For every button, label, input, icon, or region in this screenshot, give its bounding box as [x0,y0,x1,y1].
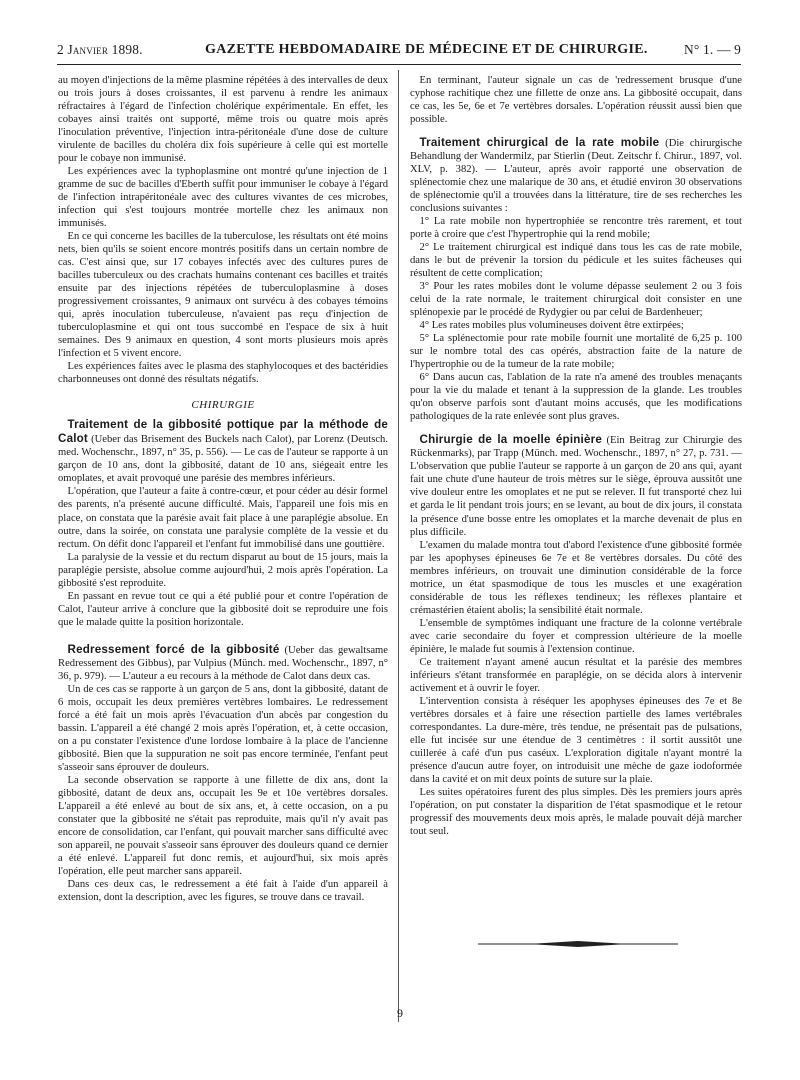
paragraph: L'opération, que l'auteur a faite à contre-cœur, et pour céder au désir formel des parents, n'a présenté aucune difficulté. Mais, l'appareil une fois mis en place, on constata que la parésie avait fait place à une paraplégie absolue. En outre, dans la soirée, on constata une paralysie complète de la vessie et du rectum. On défit donc l'appareil et l'enfant fut immobilisé dans une gouttière. [58,486,388,550]
conclusion-item: 6° Dans aucun cas, l'ablation de la rate n'a amené des troubles menaçants pour la vie du malade et tenant à la suppression de la glande. Les troubles qu'on observe parfois sont d'autant moins accusés, que les modifications pathologiques de la rate enlevée sont plus graves. [410,372,742,423]
column-divider [398,70,399,1022]
article-rate-mobile [410,136,742,423]
conclusion-item: 3° Pour les rates mobiles dont le volume dépasse seulement 2 ou 3 fois celui de la rate normale, le traitement chirurgical doit consister en une splénopexie par le procédé de Rydygier ou par celui de Bardenheuer; [410,281,742,319]
right-column [410,74,742,838]
paragraph: Un de ces cas se rapporte à un garçon de 5 ans, dont la gibbosité, datant de 6 mois, occupait les deux premières vertèbres lombaires. Le redressement forcé a été fait un mois après l'évacuation d'un abcès par congestion du bassin. L'appareil a été changé 2 mois après l'opération, et, à cette occasion, on a pu constater l'existence d'une lordose lombaire à la place de l'ancienne gibbosité. Bien que la suppuration ne soit pas encore terminée, l'enfant peut s'asseoir sans éprouver de douleurs. [58,683,388,773]
conclusion-item: 2° Le traitement chirurgical est indiqué dans tous les cas de rate mobile, dans le but de prévenir la torsion du pédicule et les suites fâcheuses qui résultent de cette complication; [410,242,742,280]
conclusion-item: 4° Les rates mobiles plus volumineuses doivent être extirpées; [419,320,684,332]
paragraph: L'intervention consista à réséquer les apophyses épineuses des 7e et 8e vertèbres dorsales et à faire une résection partielle des lames vertébrales correspondantes. La dure-mère, très tendue, ne présentait pas de pulsations, elle fut incisée sur une étendue de 3 centimètres : il sortit aussitôt une cuillerée à café d'un pus caséux. L'exploration digitale n'ayant montré la présence d'aucun autre foyer, on introduisit une mèche de gaze iodoformée dans la cavité et on mit deux points de suture sur la plaie. [410,695,742,785]
paragraph: Les suites opératoires furent des plus simples. Dès les premiers jours après l'opération, on put constater la disparition de l'état spasmodique et le retour progressif des mouvements deux mois après, le malade pouvait déjà marcher tout seul. [410,786,742,837]
paragraph: Dans ces deux cas, le redressement a été fait à l'aide d'un appareil à extension, dont la description, avec les figures, se trouve dans ce travail. [58,878,388,903]
paragraph: au moyen d'injections de la même plasmine répétées à des intervalles de deux ou trois jours à doses croissantes, il est parvenu à rendre les animaux réfractaires à l'égard de l'infection cholérique expérimentale. En effet, les cobayes ainsi traités ont supporté, même trois ou quatre mois après l'inoculation préventive, l'injection intra-péritonéale d'une dose de culture virulente de bacilles du choléra dix fois supérieure à celle qui est mortelle pour le cobaye non immunisé. [58,75,388,165]
article-title: Traitement de la gibbosité pottique par la méthode de Calot [58,418,388,446]
article-intro: (Ueber das Brisement des Buckels nach Calot), par Lorenz (Deutsch. med. Wochenschr., 1897, n° 35, p. 556). — Le cas de l'auteur se rapporte à un garçon de 10 ans, dont la gibbosité, datant de 10 ans, siégeait entre les omoplates, et avait provoqué une parésie des membres inférieurs. [58,434,388,485]
article-intro: (Die chirurgische Behandlung der Wandermilz, par Stierlin (Deut. Zeitschr f. Chirur., 1897, vol. XLV, p. 382). — L'auteur, après avoir rapporté une observation de splénectomie chez une malarique de 30 ans, et étudié environ 30 observations de splénectomie qu'il a trouvées dans la littérature, tire de ses recherches les conclusions suivantes : [410,138,742,215]
article-intro: (Ueber das gewaltsame Redressement des Gibbus), par Vulpius (Münch. med. Wochenschr., 1897, n° 36, p. 979). — L'auteur a eu recours à la méthode de Calot dans deux cas. [58,644,389,682]
article-title: Traitement chirurgical de la rate mobile [419,136,660,150]
paragraph: La seconde observation se rapporte à une fillette de dix ans, dont la gibbosité, datant de deux ans, occupait les 9e et 10e vertèbres dorsales. L'appareil a été enlevé au bout de six ans, et, à cette occasion, on a pu constater que la gibbosité ne s'était pas reproduite, mais qu'il n'y avait pas encore de consolidation, car l'enfant, qui pouvait marcher sans difficulté avec son appareil, ne pouvait s'asseoir sans éprouver des douleurs quand ce dernier a été enlevé. L'appareil fut donc remis, et aujourd'hui, six mois après l'opération, elle peut marcher sans appareil. [58,774,388,877]
article-title: Redressement forcé de la gibbosité [67,642,280,656]
paragraph: En passant en revue tout ce qui a été publié pour et contre l'opération de Calot, l'auteur arrive à conclure que la gibbosité doit se reproduire une fois que le malade quitte la position horizontale. [58,590,388,628]
spacer [410,423,742,433]
page-number: 9 [397,1006,403,1020]
running-head [57,42,741,64]
paragraph: En ce qui concerne les bacilles de la tuberculose, les résultats ont été moins nets, bien qu'ils se soient encore montrés positifs dans un certain nombre de cas. C'est ainsi que, sur 17 cobayes infectés avec des cultures pures de bacilles tuberculeux ou des crachats humains contenant ces bacilles et traités ensuite par des injections répétées de tuberculoplasmine à doses progressivement croissantes, 9 animaux ont survécu à des cobayes témoins qui, après inoculation tuberculeuse, n'avaient pas reçu d'injection de tuberculoplasmine et qui ont tous succombé en l'espace de six à huit semaines. Des 9 animaux en question, 4 sont morts plusieurs mois après l'infection et 5 vivent encore. [58,231,388,360]
end-ornament [478,938,678,950]
issue-number: N° 1. — 9 [684,42,741,57]
journal-title: GAZETTE HEBDOMADAIRE DE MÉDECINE ET DE CHIRURGIE. [205,42,648,57]
paragraph: La paralysie de la vessie et du rectum disparut au bout de 15 jours, mais la paraplégie persiste, absolue comme aujourd'hui, 2 mois après l'opération. La gibbosité s'est reproduite. [58,551,388,589]
article-gibbosite-calot [58,418,388,628]
left-column [58,74,388,904]
paragraph: Les expériences avec la typhoplasmine ont montré qu'une injection de 1 gramme de suc de bacilles d'Eberth suffit pour immuniser le cobaye à l'égard de l'infection intrapéritonéale avec des cultures vivantes de ces microbes, infection qui s'est toujours montrée mortelle chez les animaux non immunisés. [58,166,388,230]
article-intro: (Ein Beitrag zur Chirurgie des Rückenmarks), par Trapp (Münch. med. Wochenschr., 1897, n° 27, p. 731. — L'observation que publie l'auteur se rapporte à un garçon de 20 ans qui, ayant fait une chute d'une hauteur de trois mètres sur le siège, éprouva aussitôt une vive douleur entre les omoplates et ne put se relever. Il fut transporté chez lui et garda le lit pendant trois jours; en se levant, au bout de dix jours, il constata la présence d'une bosse entre les omoplates et la marche devenait de plus en plus difficile. [410,435,742,538]
paragraph: L'ensemble de symptômes indiquant une fracture de la colonne vertébrale avec carie secondaire du foyer et compression ultérieure de la moelle épinière, le malade fut soumis à l'extension continue. [410,617,742,655]
paragraph: Ce traitement n'ayant amené aucun résultat et la parésie des membres inférieurs s'étant transformée en paraplégie, on se décida alors à intervenir activement et à ouvrir le foyer. [410,656,742,694]
paragraph: L'examen du malade montra tout d'abord l'existence d'une gibbosité formée par les apophyses épineuses 6e 7e et 8e vertèbres dorsales. Du côté des membres inférieurs, on trouvait une diminution considérable de la force motrice, un état spasmodique de tous les muscles et une exagération considérable de tous les réflexes tendineux; les réflexes plantaire et crémastérien étaient abolis; la sensibilité était normale. [410,539,742,616]
article-redressement-force [58,643,388,904]
article-title: Chirurgie de la moelle épinière [419,433,602,447]
spacer [58,629,388,643]
conclusion-item: 1° La rate mobile non hypertrophiée se rencontre très rarement, et tout porte à croire que c'est l'hypertrophie qui la rend mobile; [410,216,742,241]
paragraph: En terminant, l'auteur signale un cas de 'redressement brusque d'une cyphose rachitique chez une fillette de onze ans. La gibbosité occupait, dans ce cas, les 5e, 6e et 7e vertèbres dorsales. L'opération réussit aussi bien que possible. [410,75,742,126]
section-heading: CHIRURGIE [191,399,255,412]
header-rule [57,64,741,65]
spacer [410,126,742,136]
paragraph: Les expériences faites avec le plasma des staphylocoques et des bactéridies charbonneuses ont donné des résultats négatifs. [58,361,388,386]
article-moelle-epiniere [410,433,742,837]
conclusion-item: 5° La splénectomie pour rate mobile fournit une mortalité de 6,25 p. 100 sur le nombre total des cas opérés, abstraction faite de la nature de l'hypertrophie ou de la tumeur de la rate mobile; [410,333,742,371]
issue-date: 2 Janvier 1898. [57,42,143,57]
